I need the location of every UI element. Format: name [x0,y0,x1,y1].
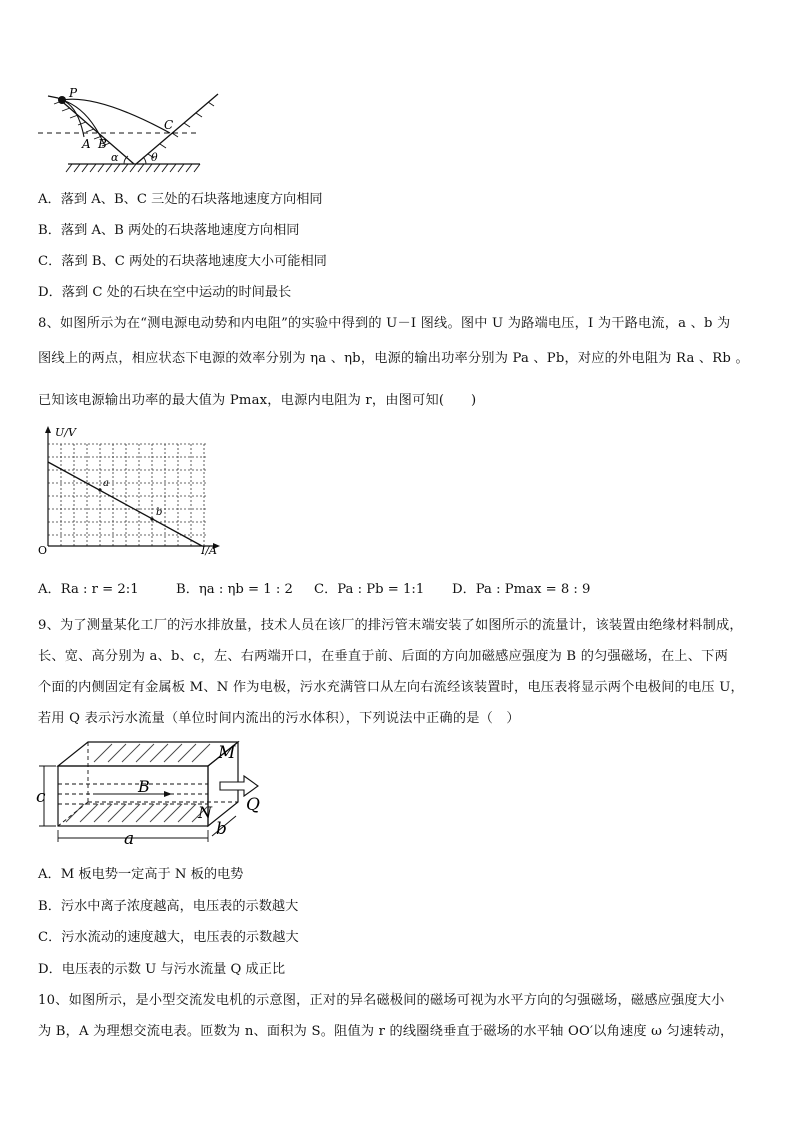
fig-label-n: N [198,803,212,822]
q9-stem-line-3: 个面的内侧固定有金属板 M、N 作为电极，污水充满管口从左向右流经该装置时，电压表将显示两个电极间的电压 U， [38,680,744,695]
fig-label-b-width: b [216,819,227,839]
q9-option-a: A．M 板电势一定高于 N 板的电势 [38,867,244,882]
q7-option-c: C．落到 B、C 两处的石块落地速度大小可能相同 [38,254,327,269]
q9-stem-line-1: 9、为了测量某化工厂的污水排放量，技术人员在该厂的排污管末端安装了如图所示的流量计，该装置由绝缘材料制成， [38,618,743,633]
q9-option-c: C．污水流动的速度越大，电压表的示数越大 [38,930,299,945]
q8-stem-line-2: 图线上的两点，相应状态下电源的效率分别为 ηa 、ηb，电源的输出功率分别为 Pa 、Pb，对应的外电阻为 Ra 、Rb 。 [38,351,749,366]
graph-point-b: b [156,507,163,518]
q7-option-b: B．落到 A、B 两处的石块落地速度方向相同 [38,223,300,238]
label-theta: θ [151,151,158,164]
fig-label-a: a [124,829,135,844]
flowmeter-figure [36,736,276,844]
fig-label-m: M [218,743,236,763]
label-b: B [98,137,107,151]
q10-stem-line-2: 为 B，A 为理想交流电表。匝数为 n、面积为 S。阻值为 r 的线圈绕垂直于磁场的水平轴 OO′以角速度 ω 匀速转动， [38,1024,734,1039]
q7-option-d: D．落到 C 处的石块在空中运动的时间最长 [38,285,292,300]
fig-label-q: Q [246,795,260,815]
fig-label-c: c [36,787,46,807]
q10-stem-line-1: 10、如图所示，是小型交流发电机的示意图，正对的异名磁极间的磁场可视为水平方向的匀强磁场，磁感应强度大小 [38,993,725,1008]
q9-option-b: B．污水中离子浓度越高，电压表的示数越大 [38,899,299,914]
projectile-figure [38,86,228,178]
u-i-graph [36,424,226,556]
q8-option-a: A．Ra : r = 2:1 [38,582,139,597]
q8-option-d: D．Pa : Pmax = 8 : 9 [452,582,591,597]
q9-stem-line-4: 若用 Q 表示污水流量（单位时间内流出的污水体积），下列说法中正确的是（ ） [38,711,520,726]
q8-stem-line-1: 8、如图所示为在“测电源电动势和内电阻”的实验中得到的 U－I 图线。图中 U 为路端电压，I 为干路电流，a 、b 为 [38,316,731,331]
q8-stem-line-3: 已知该电源输出功率的最大值为 Pmax，电源内电阻为 r，由图可知( ) [38,393,477,408]
graph-ylabel: U/V [55,426,76,439]
label-c: C [164,118,174,132]
fig-label-b-field: B [138,777,150,796]
q9-option-d: D．电压表的示数 U 与污水流量 Q 成正比 [38,962,286,977]
label-p: P [69,86,78,100]
label-alpha: α [111,151,119,164]
graph-xlabel: I/A [201,544,217,556]
q7-option-a: A．落到 A、B、C 三处的石块落地速度方向相同 [38,192,323,207]
q8-option-c: C．Pa : Pb = 1:1 [314,582,425,597]
label-a: A [82,137,91,151]
graph-point-a: a [103,478,109,489]
graph-origin: O [38,544,48,556]
q9-stem-line-2: 长、宽、高分别为 a、b、c，左、右两端开口，在垂直于前、后面的方向加磁感应强度为 B 的匀强磁场，在上、下两 [38,649,728,664]
q8-option-b: B．ηa : ηb = 1 : 2 [176,582,293,597]
